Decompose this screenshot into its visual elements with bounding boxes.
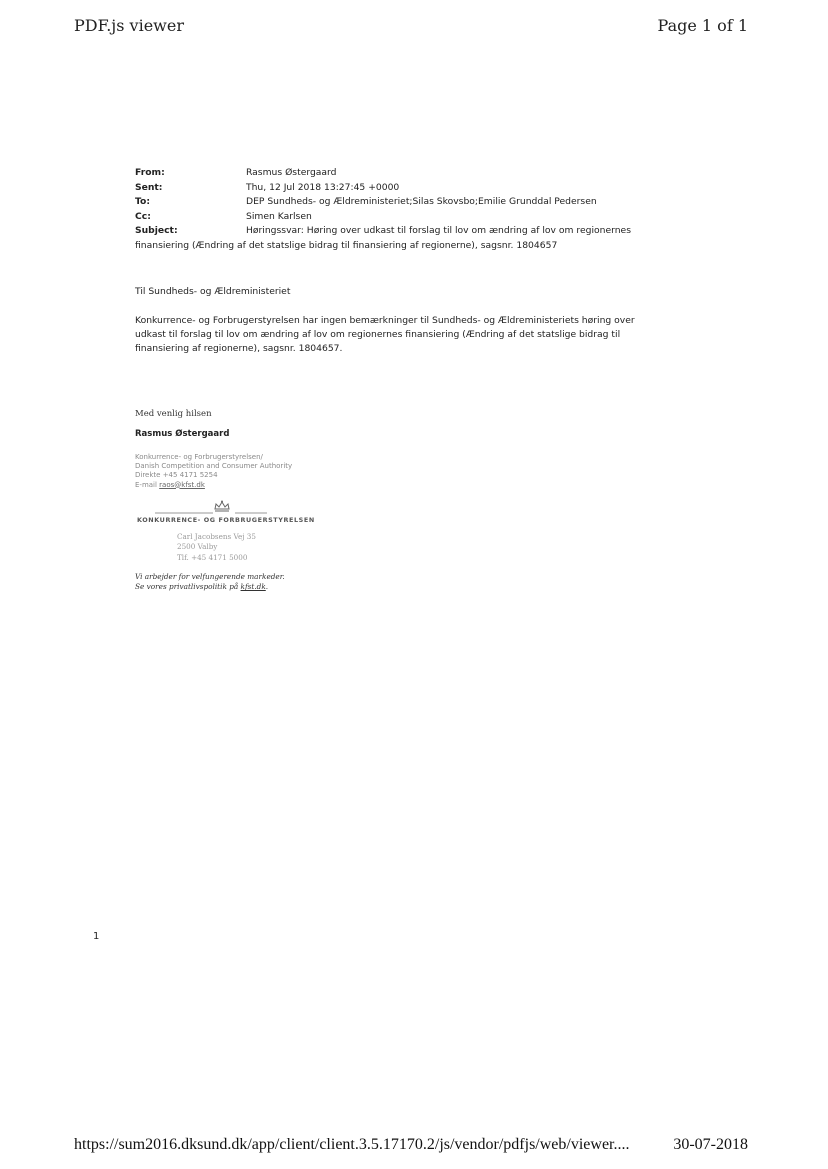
contact-direct: Direkte +45 4171 5254 — [135, 471, 218, 480]
logo-org-name: KONKURRENCE- OG FORBRUGERSTYRELSEN — [137, 515, 315, 524]
contact-org-da: Konkurrence- og Forbrugerstyrelsen/ — [135, 453, 263, 461]
footer-url: https://sum2016.dksund.dk/app/client/client.3.5.17170.2/js/vendor/pdfjs/web/viewer.... — [74, 1136, 630, 1153]
address-city: 2500 Valby — [177, 542, 218, 552]
tagline-privacy — [135, 582, 655, 593]
subject-row — [135, 224, 655, 239]
email-document — [135, 166, 655, 593]
tagline-markets: Vi arbejder for velfungerende markeder. — [135, 571, 285, 581]
cc-label: Cc: — [135, 210, 151, 222]
from-label: From: — [135, 167, 165, 178]
signature-name: Rasmus Østergaard — [135, 429, 230, 439]
to-label: To: — [135, 196, 151, 207]
sent-value: Thu, 12 Jul 2018 13:27:45 +0000 — [246, 181, 400, 193]
tagline — [135, 572, 655, 593]
from-value: Rasmus Østergaard — [246, 167, 337, 178]
to-row — [135, 195, 655, 210]
contact-email-link[interactable]: raos@kfst.dk — [159, 480, 205, 489]
crown-icon — [213, 500, 231, 512]
cc-value: Simen Karlsen — [246, 210, 312, 222]
body-paragraph: Konkurrence- og Forbrugerstyrelsen har ingen bemærkninger til Sundheds- og Ældreministeriets høring over udkast til forslag til lov om ændring af lov om regionernes finansiering (Ændring af det statslige bidrag til finansiering af regionerne), sagsnr. 1804657. — [135, 315, 635, 354]
privacy-suffix: . — [265, 582, 269, 592]
authority-address — [177, 532, 256, 564]
email-header — [135, 166, 655, 253]
authority-logo — [135, 500, 335, 570]
footer-date: 30-07-2018 — [673, 1136, 748, 1153]
page-number: 1 — [93, 931, 100, 942]
sent-row — [135, 181, 655, 196]
subject-value: Høringssvar: Høring over udkast til forslag til lov om ændring af lov om regionernes — [246, 225, 631, 236]
contact-email-prefix: E-mail — [135, 480, 160, 489]
subject-continuation: finansiering (Ændring af det statslige bidrag til finansiering af regionerne), sagsnr. 1804657 — [135, 239, 558, 251]
privacy-prefix: Se vores privatlivspolitik på — [135, 582, 241, 592]
page-indicator: Page 1 of 1 — [657, 16, 748, 35]
contact-block — [135, 453, 655, 490]
subject-label: Subject: — [135, 225, 178, 236]
cc-row — [135, 210, 655, 225]
address-phone: Tlf. +45 4171 5000 — [177, 552, 248, 562]
to-value: DEP Sundheds- og Ældreministeriet;Silas Skovsbo;Emilie Grunddal Pedersen — [246, 196, 597, 207]
sent-label: Sent: — [135, 181, 163, 193]
address-street: Carl Jacobsens Vej 35 — [177, 531, 256, 541]
contact-email-line — [135, 481, 655, 490]
from-row — [135, 166, 655, 181]
viewer-title: PDF.js viewer — [74, 16, 184, 35]
regards: Med venlig hilsen — [135, 409, 212, 419]
greeting: Til Sundheds- og Ældreministeriet — [135, 286, 291, 297]
privacy-link[interactable]: kfst.dk — [240, 582, 266, 592]
contact-org-en: Danish Competition and Consumer Authority — [135, 462, 293, 471]
